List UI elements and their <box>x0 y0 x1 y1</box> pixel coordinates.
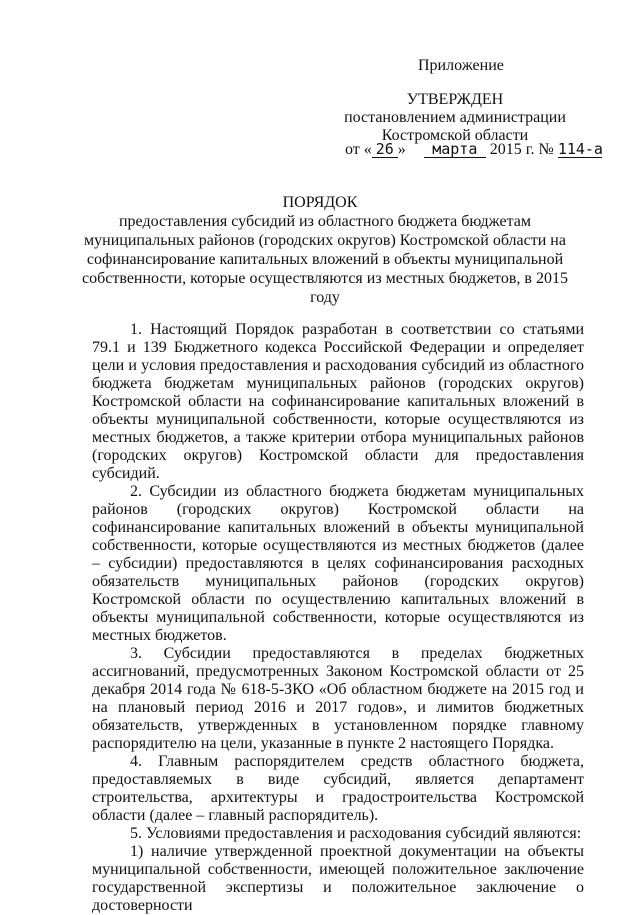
approved-by-line-1: постановлением администрации <box>344 109 566 126</box>
date-month: марта <box>424 142 486 158</box>
date-day: 26 <box>372 142 398 158</box>
paragraph-5-item-1: 1) наличие утвержденной проектной документации на объекты муниципальной собственности, имеющей положительное заключение государственной экспертизы и положительное заключение о достоверности <box>92 843 584 914</box>
date-prefix: от « <box>345 141 372 158</box>
paragraph-2: 2. Субсидии из областного бюджета бюджетам муниципальных районов (городских округов) Костромской области на софинансирование капитальных вложений в объекты муниципальной собственности, которые осуществляются из местных бюджетов (далее – субсидии) предоставляются в целях софинансирования расходных обязательств муниципальных районов (городских округов) Костромской области по осуществлению капитальных вложений в объекты муниципальной собственности, которые осуществляются из местных бюджетов. <box>92 483 584 644</box>
paragraph-5: 5. Условиями предоставления и расходования субсидий являются: <box>130 825 582 842</box>
date-year: 2015 г. № <box>489 141 554 158</box>
paragraph-3: 3. Субсидии предоставляются в пределах бюджетных ассигнований, предусмотренных Законом Костромской области от 25 декабря 2014 года № 618-5-ЗКО «Об областном бюджете на 2015 год и на плановый период 2016 и 2017 годов», и лимитов бюджетных обязательств, утвержденных в установленном порядке главному распорядителю на цели, указанные в пункте 2 настоящего Порядка. <box>92 645 584 752</box>
paragraph-1: 1. Настоящий Порядок разработан в соответствии со статьями 79.1 и 139 Бюджетного кодекса Российской Федерации и определяет цели и условия предоставления и расходования субсидий из областного бюджета бюджетам муниципальных районов (городских округов) Костромской области на софинансирование капитальных вложений в объекты муниципальной собственности, которые осуществляются из местных бюджетов, а также критерии отбора муниципальных районов (городских округов) Костромской области для предоставления субсидий. <box>92 321 584 482</box>
approved-by-line-2: Костромской области <box>381 127 529 144</box>
paragraph-4: 4. Главным распорядителем средств областного бюджета, предоставляемых в виде субсидий, является департамент строительства, архитектуры и градостроительства Костромской области (далее – главный распорядитель). <box>92 753 584 824</box>
approved-stamp-heading: УТВЕРЖДЕН <box>406 91 504 108</box>
date-mid: » <box>397 141 406 158</box>
document-body <box>92 321 584 915</box>
document-subtitle: предоставления субсидий из областного бюджета бюджетам муниципальных районов (городских округов) Костромской области на софинансирование капитальных вложений в объекты муниципальной собственности, которые осуществляются из местных бюджетов, в 2015 году <box>82 213 568 306</box>
appendix-label: Приложение <box>418 57 504 74</box>
document-number: 114-а <box>557 140 603 158</box>
document-title: ПОРЯДОК <box>282 194 358 211</box>
approval-date-line <box>345 141 602 159</box>
